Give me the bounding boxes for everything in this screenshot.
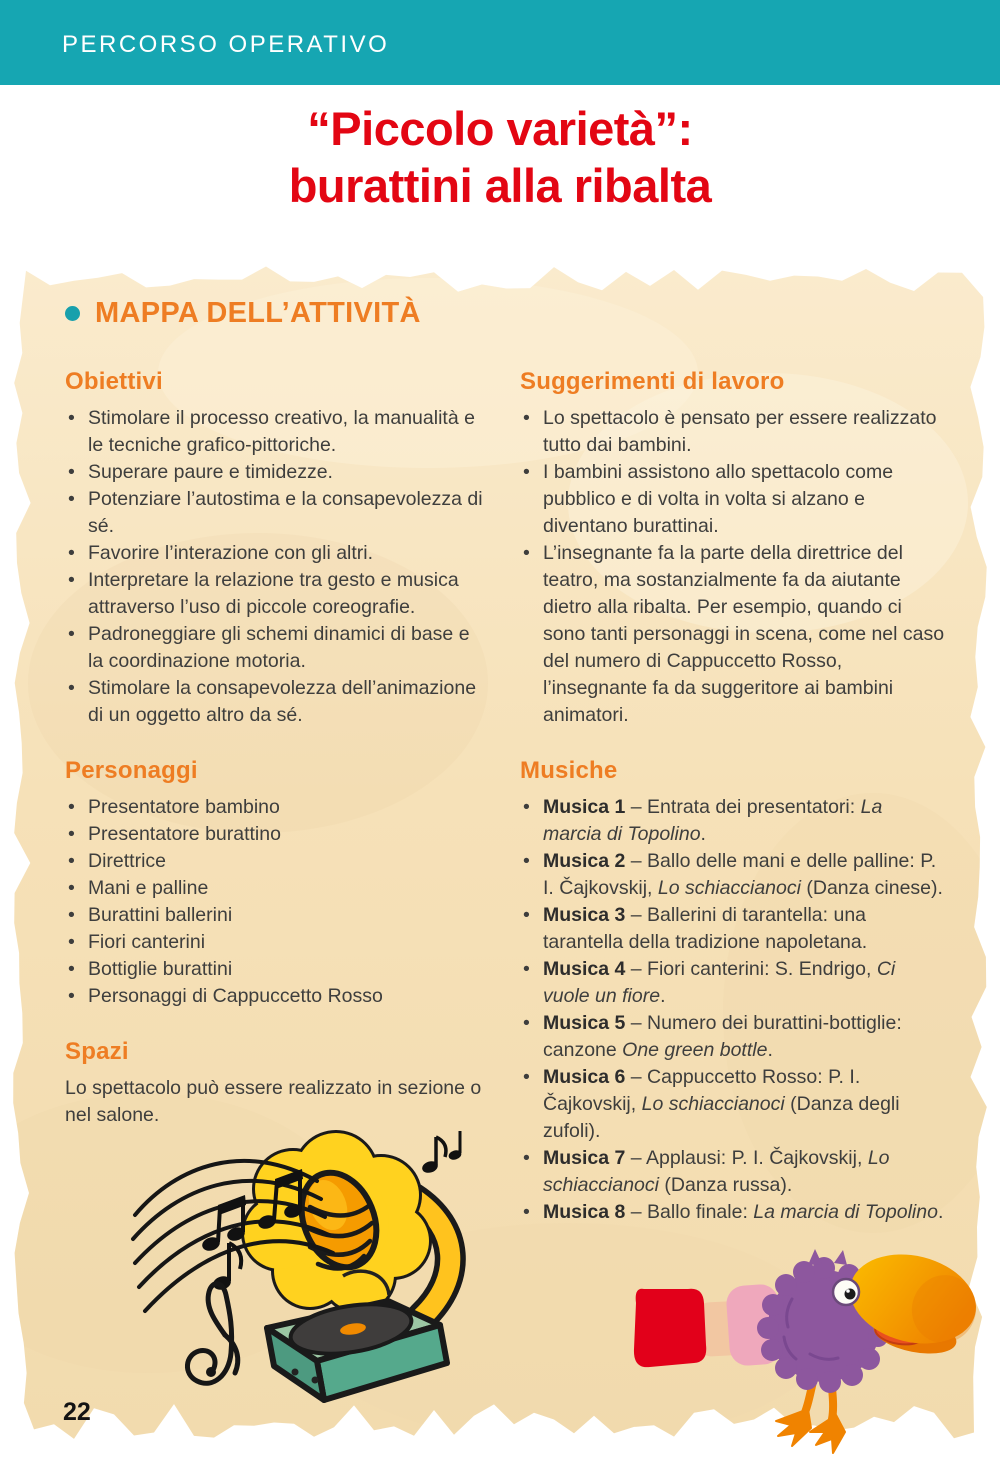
list-item: • Padroneggiare gli schemi dinamici di base e la coordinazione motoria. bbox=[65, 621, 490, 675]
list-item: • L’insegnante fa la parte della direttrice del teatro, ma sostanzialmente fa da aiutante dietro alla ribalta. Per esempio, quando ci sono tanti personaggi in scena, come nel caso del numero di Cappuccetto Rosso, l’insegnante fa da suggeritore ai bambini animatori. bbox=[520, 540, 945, 729]
list-item: • Musica 8 – Ballo finale: La marcia di Topolino. bbox=[520, 1199, 945, 1226]
list-item: • Presentatore bambino bbox=[65, 794, 490, 821]
header-label: PERCORSO OPERATIVO bbox=[62, 31, 390, 58]
page-title bbox=[0, 100, 1000, 214]
bird-eye bbox=[833, 1279, 859, 1305]
treble-clef-icon bbox=[187, 1284, 237, 1384]
list-item: • Fiori canterini bbox=[65, 929, 490, 956]
list-item: • Musica 2 – Ballo delle mani e delle palline: P. I. Čajkovskij, Lo schiaccianoci (Danza cinese). bbox=[520, 848, 945, 902]
suggerimenti-list bbox=[520, 405, 945, 729]
personaggi-heading: Personaggi bbox=[65, 757, 198, 784]
obiettivi-heading: Obiettivi bbox=[65, 368, 163, 395]
list-item: • Musica 4 – Fiori canterini: S. Endrigo, Ci vuole un fiore. bbox=[520, 956, 945, 1010]
list-item: • Musica 1 – Entrata dei presentatori: La marcia di Topolino. bbox=[520, 794, 945, 848]
list-item: • Stimolare il processo creativo, la manualità e le tecniche grafico-pittoriche. bbox=[65, 405, 490, 459]
spazi-heading: Spazi bbox=[65, 1038, 129, 1065]
list-item: • Stimolare la consapevolezza dell’animazione di un oggetto altro da sé. bbox=[65, 675, 490, 729]
bird-puppet-svg bbox=[612, 1229, 1000, 1457]
bullet-dot-icon bbox=[65, 306, 80, 321]
musiche-heading: Musiche bbox=[520, 757, 618, 784]
list-item: • Musica 6 – Cappuccetto Rosso: P. I. Čajkovskij, Lo schiaccianoci (Danza degli zufoli). bbox=[520, 1064, 945, 1145]
list-item: • Lo spettacolo è pensato per essere realizzato tutto dai bambini. bbox=[520, 405, 945, 459]
list-item: • Superare paure e timidezze. bbox=[65, 459, 490, 486]
list-item: • Personaggi di Cappuccetto Rosso bbox=[65, 983, 490, 1010]
list-item: • Musica 5 – Numero dei burattini-bottiglie: canzone One green bottle. bbox=[520, 1010, 945, 1064]
page-number: 22 bbox=[63, 1398, 91, 1426]
list-item: • Interpretare la relazione tra gesto e musica attraverso l’uso di piccole coreografie. bbox=[65, 567, 490, 621]
bird-puppet-illustration bbox=[612, 1229, 1000, 1462]
suggerimenti-heading: Suggerimenti di lavoro bbox=[520, 368, 785, 395]
list-item: • Mani e palline bbox=[65, 875, 490, 902]
activity-map-heading-label: MAPPA DELL’ATTIVITÀ bbox=[95, 297, 421, 329]
gramophone-illustration bbox=[125, 1123, 537, 1440]
list-item: • I bambini assistono allo spettacolo come pubblico e di volta in volta si alzano e diventano burattinai. bbox=[520, 459, 945, 540]
header-bar bbox=[0, 0, 1000, 85]
column-left bbox=[65, 368, 490, 1226]
title-line-2: burattini alla ribalta bbox=[288, 159, 712, 212]
musiche-list bbox=[520, 794, 945, 1226]
red-sleeve bbox=[634, 1289, 706, 1367]
list-item: • Musica 3 – Ballerini di tarantella: una tarantella della tradizione napoletana. bbox=[520, 902, 945, 956]
panel-content bbox=[65, 297, 945, 1226]
two-column-layout bbox=[65, 368, 945, 1226]
list-item: • Musica 7 – Applausi: P. I. Čajkovskij, Lo schiaccianoci (Danza russa). bbox=[520, 1145, 945, 1199]
obiettivi-list bbox=[65, 405, 490, 729]
list-item: • Direttrice bbox=[65, 848, 490, 875]
column-right bbox=[520, 368, 945, 1226]
activity-panel bbox=[8, 253, 992, 1453]
gramophone-svg bbox=[125, 1123, 537, 1435]
personaggi-list bbox=[65, 794, 490, 1010]
floating-notes bbox=[421, 1131, 463, 1175]
list-item: • Favorire l’interazione con gli altri. bbox=[65, 540, 490, 567]
list-item: • Bottiglie burattini bbox=[65, 956, 490, 983]
list-item: • Potenziare l’autostima e la consapevolezza di sé. bbox=[65, 486, 490, 540]
title-line-1: “Piccolo varietà”: bbox=[307, 102, 693, 155]
activity-map-heading bbox=[65, 297, 945, 330]
list-item: • Burattini ballerini bbox=[65, 902, 490, 929]
list-item: • Presentatore burattino bbox=[65, 821, 490, 848]
spazi-text: Lo spettacolo può essere realizzato in sezione o nel salone. bbox=[65, 1077, 482, 1126]
